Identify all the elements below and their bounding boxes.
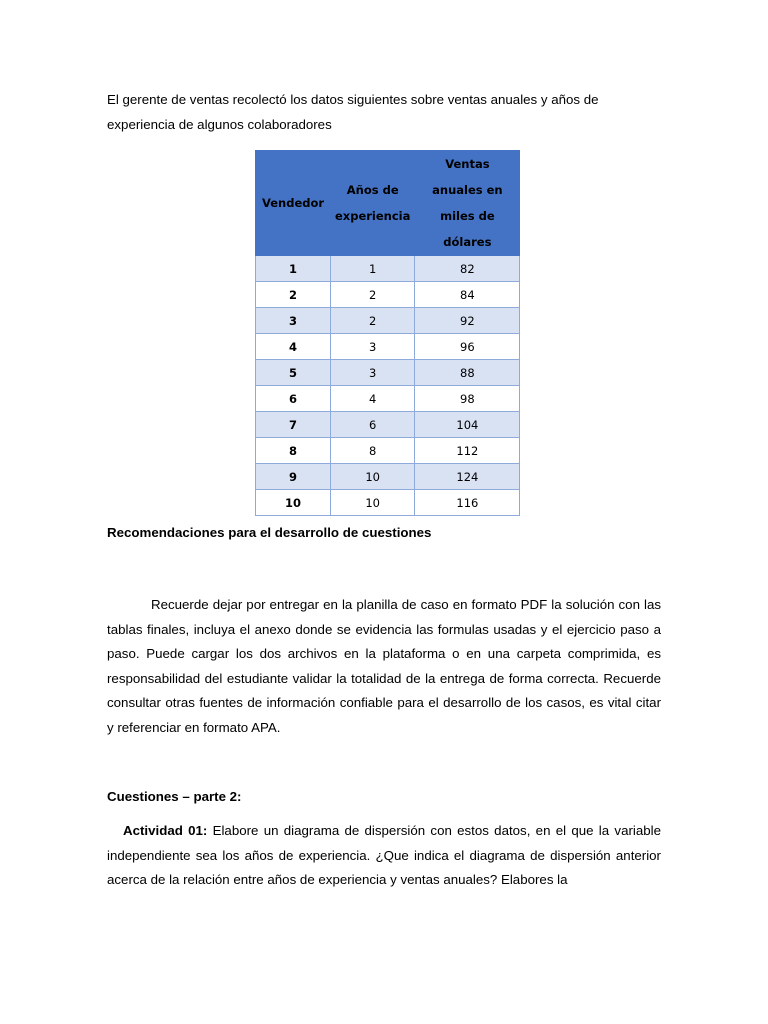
- table-row: [256, 282, 520, 308]
- cell-ventas-anuales: 116: [415, 490, 520, 516]
- cell-ventas-anuales: 96: [415, 334, 520, 360]
- cell-anos-experiencia: 10: [331, 464, 415, 490]
- cell-anos-experiencia: 3: [331, 360, 415, 386]
- cell-anos-experiencia: 2: [331, 282, 415, 308]
- table-row: [256, 386, 520, 412]
- cell-vendedor: 6: [256, 386, 331, 412]
- table-row: [256, 490, 520, 516]
- cell-ventas-anuales: 88: [415, 360, 520, 386]
- cell-vendedor: 8: [256, 438, 331, 464]
- table-row: [256, 438, 520, 464]
- table-row: [256, 412, 520, 438]
- header-ventas-anuales: Ventas anuales en miles de dólares: [415, 151, 520, 256]
- cell-ventas-anuales: 112: [415, 438, 520, 464]
- questions-heading: Cuestiones – parte 2:: [107, 789, 242, 804]
- recommendations-heading: Recomendaciones para el desarrollo de cuestiones: [107, 525, 432, 540]
- cell-vendedor: 9: [256, 464, 331, 490]
- cell-anos-experiencia: 3: [331, 334, 415, 360]
- cell-ventas-anuales: 92: [415, 308, 520, 334]
- header-anos-experiencia: Años de experiencia: [331, 151, 415, 256]
- table-row: [256, 334, 520, 360]
- table-row: [256, 360, 520, 386]
- cell-vendedor: 7: [256, 412, 331, 438]
- cell-ventas-anuales: 82: [415, 256, 520, 282]
- table-row: [256, 256, 520, 282]
- cell-anos-experiencia: 2: [331, 308, 415, 334]
- cell-anos-experiencia: 1: [331, 256, 415, 282]
- cell-ventas-anuales: 98: [415, 386, 520, 412]
- cell-ventas-anuales: 104: [415, 412, 520, 438]
- activity-01-label: Actividad 01:: [123, 823, 208, 838]
- cell-vendedor: 5: [256, 360, 331, 386]
- cell-anos-experiencia: 6: [331, 412, 415, 438]
- cell-vendedor: 3: [256, 308, 331, 334]
- sales-table: [255, 150, 520, 516]
- activity-01-text: Elabore un diagrama de dispersión con estos datos, en el que la variable independiente sea los años de experiencia. ¿Que indica el diagrama de dispersión anterior acerca de la relación entre años de experiencia y ventas anuales? Elabores la: [107, 823, 661, 888]
- cell-anos-experiencia: 4: [331, 386, 415, 412]
- table-row: [256, 464, 520, 490]
- table-row: [256, 308, 520, 334]
- cell-vendedor: 1: [256, 256, 331, 282]
- cell-vendedor: 2: [256, 282, 331, 308]
- activity-01-paragraph: [107, 819, 661, 893]
- table-header-row: [256, 151, 520, 256]
- cell-ventas-anuales: 84: [415, 282, 520, 308]
- intro-paragraph: El gerente de ventas recolectó los datos siguientes sobre ventas anuales y años de experiencia de algunos colaboradores: [107, 92, 599, 132]
- cell-vendedor: 4: [256, 334, 331, 360]
- cell-anos-experiencia: 8: [331, 438, 415, 464]
- cell-ventas-anuales: 124: [415, 464, 520, 490]
- cell-vendedor: 10: [256, 490, 331, 516]
- header-vendedor: Vendedor: [256, 151, 331, 256]
- cell-anos-experiencia: 10: [331, 490, 415, 516]
- recommendations-paragraph: Recuerde dejar por entregar en la planilla de caso en formato PDF la solución con las tablas finales, incluya el anexo donde se evidencia las formulas usadas y el ejercicio paso a paso. Puede cargar los dos archivos en la plataforma o en una carpeta comprimida, es responsabilidad del estudiante validar la totalidad de la entrega de forma correcta. Recuerde consultar otras fuentes de información confiable para el desarrollo de los casos, es vital citar y referenciar en formato APA.: [107, 597, 661, 735]
